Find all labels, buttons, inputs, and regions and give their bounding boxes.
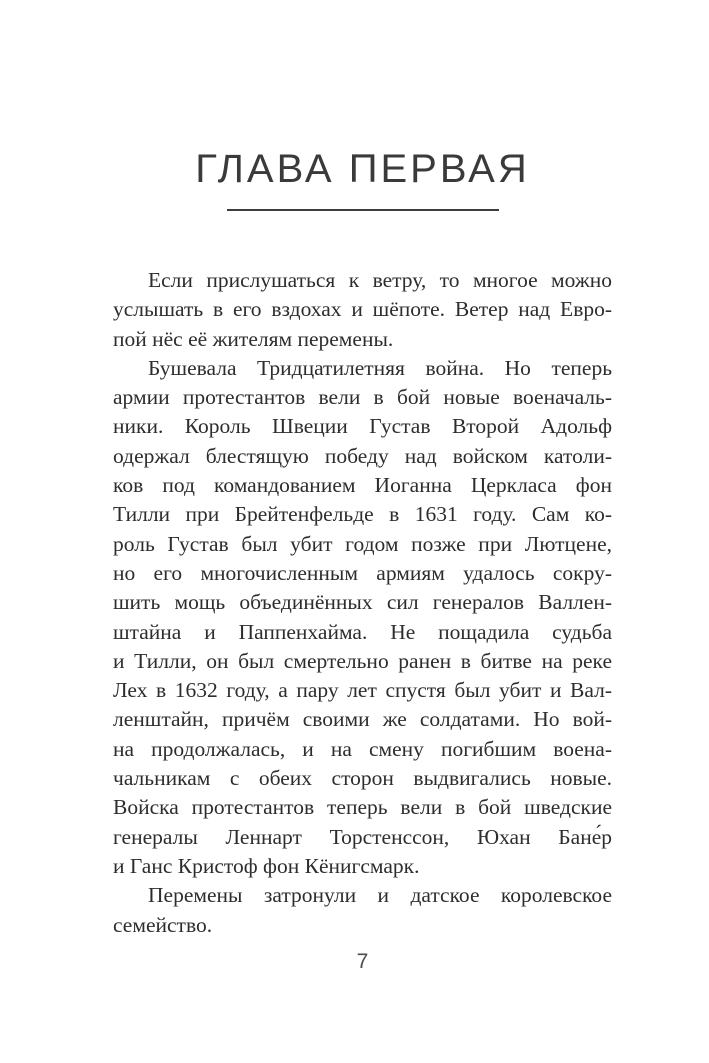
- text-line: но его многочисленным армиям удалось сокру-: [113, 560, 612, 585]
- text-line: одержал блестящую победу над войском католи-: [113, 443, 612, 468]
- text-line: Тилли при Брейтенфельде в 1631 году. Сам ко-: [113, 502, 612, 527]
- page-number: 7: [356, 950, 369, 973]
- text-line: семейство.: [113, 912, 213, 937]
- text-line: чальникам с обеих сторон выдвигались новые.: [113, 766, 612, 791]
- text-line: Перемены затронули и датское королевское: [148, 883, 612, 908]
- text-line: ленштайн, причём своими же солдатами. Но вой-: [113, 707, 612, 732]
- text-line: роль Густав был убит годом позже при Лютцене,: [113, 531, 612, 556]
- chapter-head: [113, 146, 612, 211]
- text-line: на продолжалась, и на смену погибшим воена-: [113, 736, 612, 761]
- chapter-title: ГЛАВА ПЕРВАЯ: [195, 147, 530, 191]
- text-line: генералы Леннарт Торстенссон, Юхан Бане́р: [113, 824, 612, 849]
- text-line: пой нёс её жителям перемены.: [113, 326, 394, 351]
- text-line: Бушевала Тридцатилетняя война. Но теперь: [148, 355, 612, 380]
- text-line: и Ганс Кристоф фон Кёнигсмарк.: [113, 853, 420, 878]
- text-line: и Тилли, он был смертельно ранен в битве на реке: [113, 648, 612, 673]
- text-line: шить мощь объединённых сил генералов Валлен-: [113, 590, 612, 615]
- page-body: [113, 266, 612, 940]
- text-line: Войска протестантов теперь вели в бой шведские: [113, 795, 612, 820]
- text-line: Лех в 1632 году, а пару лет спустя был убит и Вал-: [113, 678, 612, 703]
- text-line: ники. Король Швеции Густав Второй Адольф: [113, 414, 612, 439]
- text-line: ков под командованием Иоганна Церкласа фон: [113, 473, 612, 498]
- text-line: услышать в его вздохах и шёпоте. Ветер над Евро-: [113, 297, 612, 322]
- text-line: Если прислушаться к ветру, то многое можно: [148, 268, 612, 292]
- text-line: штайна и Паппенхайма. Не пощадила судьба: [113, 619, 612, 644]
- chapter-title-rule: [227, 209, 499, 211]
- text-line: армии протестантов вели в бой новые военачаль-: [113, 385, 612, 410]
